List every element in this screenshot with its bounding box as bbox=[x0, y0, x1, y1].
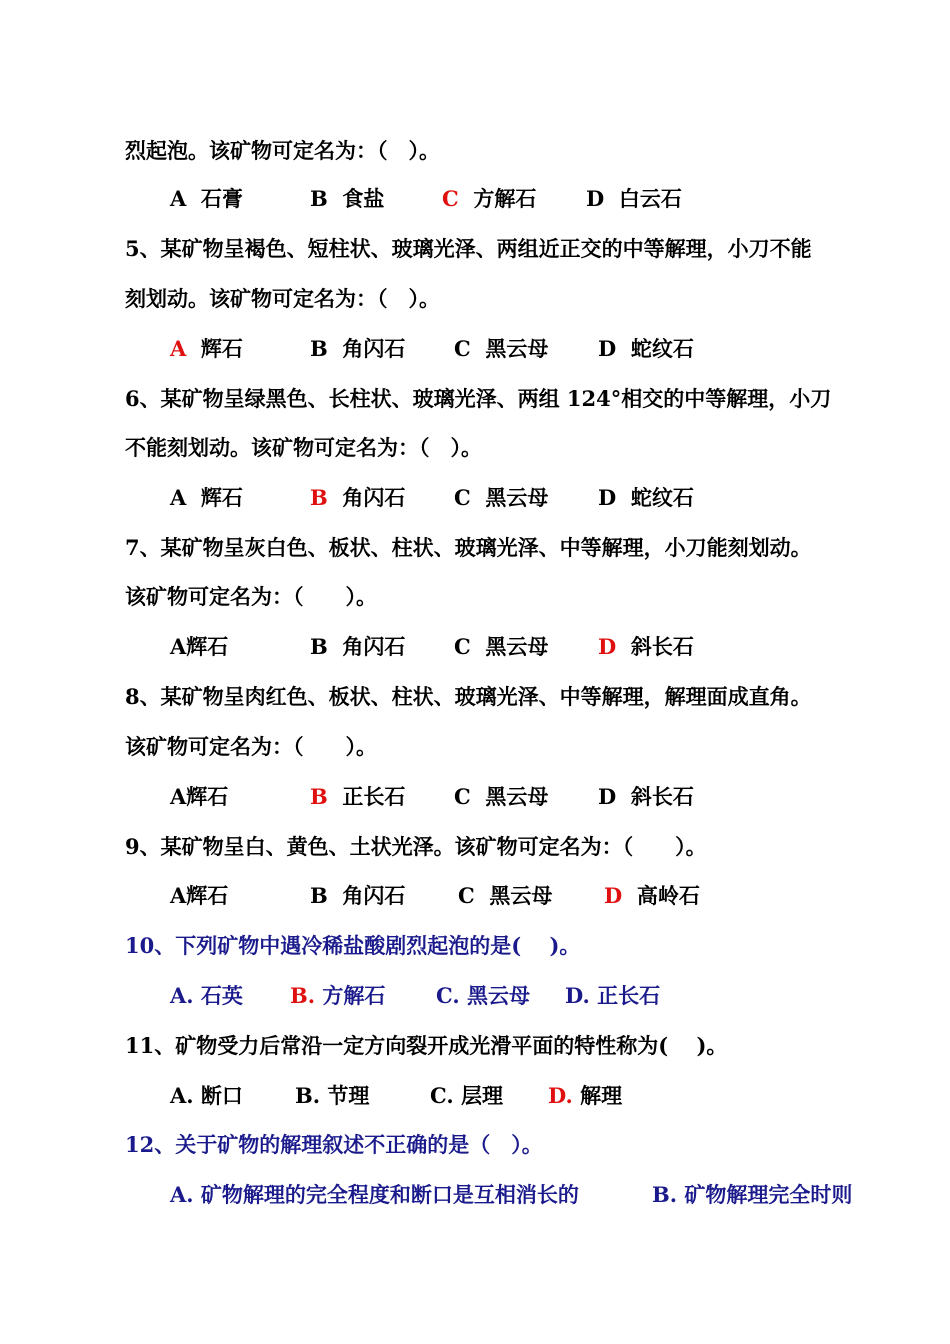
q5-option-b: B 角闪石 bbox=[310, 336, 406, 361]
q5-option-a: A 辉石 bbox=[170, 336, 243, 361]
q8-option-b: B 正长石 bbox=[310, 784, 406, 809]
q12-stem: 12、关于矿物的解理叙述不正确的是（ ）。 bbox=[125, 1132, 543, 1157]
q8-option-d: D 斜长石 bbox=[598, 784, 694, 809]
q6-option-d: D 蛇纹石 bbox=[598, 485, 694, 510]
q11-option-a: A. 断口 bbox=[170, 1083, 243, 1108]
q6-option-a: A 辉石 bbox=[170, 485, 243, 510]
q6-stem-line2: 不能刻划动。该矿物可定名为：（ ）。 bbox=[125, 435, 482, 460]
q11-option-c: C. 层理 bbox=[430, 1083, 503, 1108]
q8-stem-line2: 该矿物可定名为：（ ）。 bbox=[125, 734, 377, 759]
q9-option-d: D 高岭石 bbox=[604, 883, 700, 908]
q9-options bbox=[170, 881, 890, 911]
q4-options bbox=[170, 184, 890, 214]
q5-option-c: C 黑云母 bbox=[454, 336, 549, 361]
q6-stem-line1: 6、某矿物呈绿黑色、长柱状、玻璃光泽、两组 124°相交的中等解理，小刀 bbox=[125, 386, 832, 411]
q7-option-a: A辉石 bbox=[170, 634, 229, 659]
q7-option-d: D 斜长石 bbox=[598, 634, 694, 659]
q10-option-c: C. 黑云母 bbox=[436, 983, 530, 1008]
q6-option-c: C 黑云母 bbox=[454, 485, 549, 510]
q4-option-d: D 白云石 bbox=[586, 186, 682, 211]
q8-options bbox=[170, 782, 890, 812]
q7-option-c: C 黑云母 bbox=[454, 634, 549, 659]
q8-stem-line1: 8、某矿物呈肉红色、板状、柱状、玻璃光泽、中等解理，解理面成直角。 bbox=[125, 684, 812, 709]
q10-option-a: A. 石英 bbox=[170, 983, 243, 1008]
q11-option-b: B. 节理 bbox=[295, 1083, 370, 1108]
q6-options bbox=[170, 483, 890, 513]
q5-option-d: D 蛇纹石 bbox=[598, 336, 694, 361]
q4-option-b: B 食盐 bbox=[310, 186, 385, 211]
q12-options bbox=[170, 1180, 890, 1210]
q9-option-c: C 黑云母 bbox=[458, 883, 553, 908]
q10-options bbox=[170, 981, 890, 1011]
q8-option-a: A辉石 bbox=[170, 784, 229, 809]
q10-stem: 10、下列矿物中遇冷稀盐酸剧烈起泡的是( )。 bbox=[125, 933, 581, 958]
q9-option-b: B 角闪石 bbox=[310, 883, 406, 908]
q5-stem-line2: 刻划动。该矿物可定名为：（ ）。 bbox=[125, 286, 440, 311]
q12-option-b: B. 矿物解理完全时则 bbox=[652, 1182, 853, 1207]
q7-stem-line2: 该矿物可定名为：（ ）。 bbox=[125, 584, 377, 609]
q4-option-a: A 石膏 bbox=[170, 186, 243, 211]
q11-stem: 11、矿物受力后常沿一定方向裂开成光滑平面的特性称为( )。 bbox=[125, 1033, 728, 1058]
q7-stem-line1: 7、某矿物呈灰白色、板状、柱状、玻璃光泽、中等解理，小刀能刻划动。 bbox=[125, 535, 812, 560]
q10-option-d: D. 正长石 bbox=[565, 983, 661, 1008]
q11-option-d: D. 解理 bbox=[548, 1083, 623, 1108]
q9-stem-line1: 9、某矿物呈白、黄色、土状光泽。该矿物可定名为：（ ）。 bbox=[125, 834, 707, 859]
q5-options bbox=[170, 334, 890, 364]
q9-option-a: A辉石 bbox=[170, 883, 229, 908]
q7-option-b: B 角闪石 bbox=[310, 634, 406, 659]
q8-option-c: C 黑云母 bbox=[454, 784, 549, 809]
q6-option-b: B 角闪石 bbox=[310, 485, 406, 510]
q5-stem-line1: 5、某矿物呈褐色、短柱状、玻璃光泽、两组近正交的中等解理，小刀不能 bbox=[125, 236, 812, 261]
q10-option-b: B. 方解石 bbox=[290, 983, 386, 1008]
q7-options bbox=[170, 632, 890, 662]
q4-stem-continuation: 烈起泡。该矿物可定名为：（ ）。 bbox=[125, 138, 440, 163]
q11-options bbox=[170, 1081, 890, 1111]
q12-option-a: A. 矿物解理的完全程度和断口是互相消长的 bbox=[170, 1182, 579, 1207]
q4-option-c: C 方解石 bbox=[442, 186, 537, 211]
